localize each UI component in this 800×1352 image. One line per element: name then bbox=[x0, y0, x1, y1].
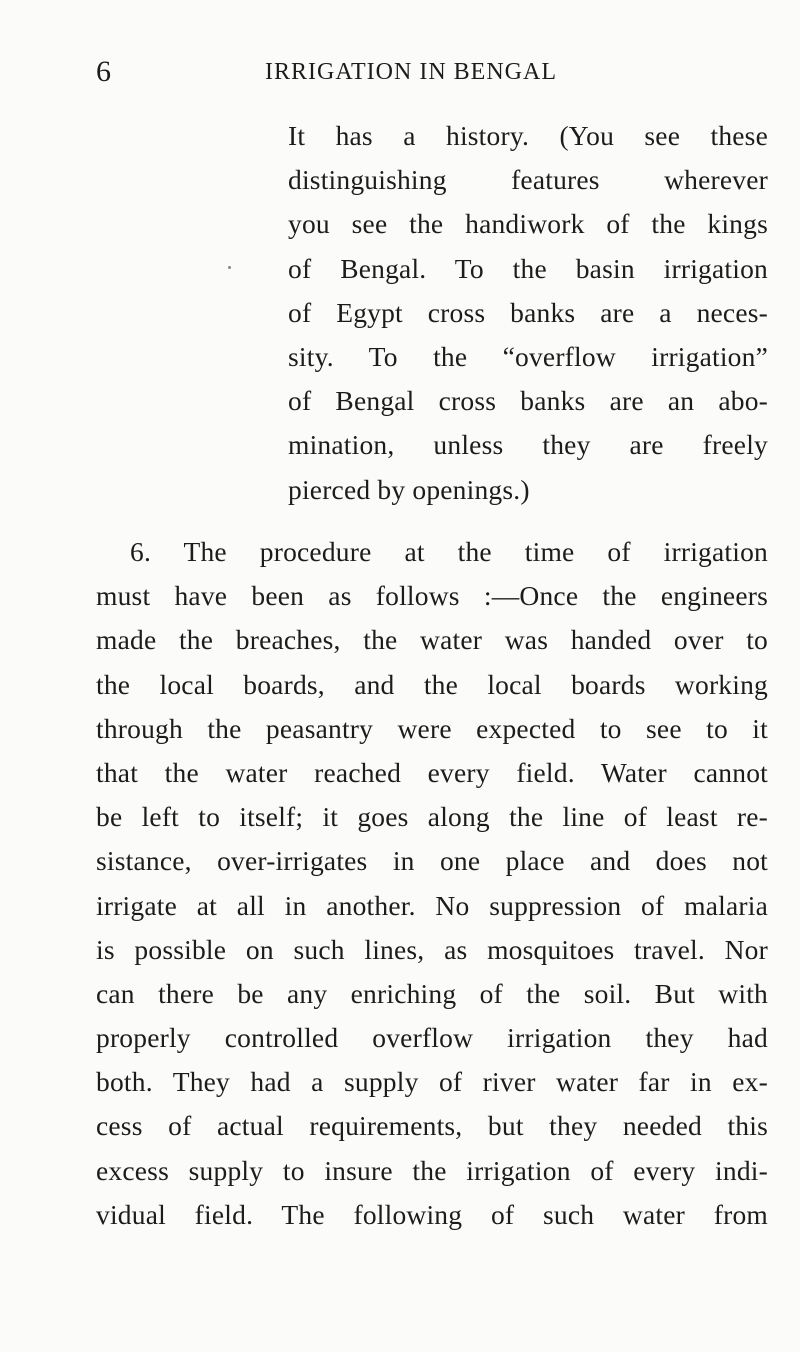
text-line: that the water reached every field. Water cannot bbox=[96, 756, 768, 788]
page-header bbox=[96, 52, 726, 92]
text-line: through the peasantry were expected to see to it bbox=[96, 712, 768, 744]
text-line: vidual field. The following of such water from bbox=[96, 1198, 768, 1230]
text-line: can there be any enriching of the soil. But with bbox=[96, 977, 768, 1009]
text-line: be left to itself; it goes along the line of least re- bbox=[96, 801, 768, 833]
text-line: of Egypt cross banks are a neces- bbox=[288, 296, 768, 328]
text-line: properly controlled overflow irrigation they had bbox=[96, 1022, 768, 1054]
print-speck bbox=[228, 266, 231, 269]
paragraph-procedure bbox=[96, 530, 768, 1237]
paragraph-history bbox=[288, 114, 768, 512]
text-line: is possible on such lines, as mosquitoes travel. Nor bbox=[96, 933, 768, 965]
text-line: sistance, over-irrigates in one place and does not bbox=[96, 845, 768, 877]
text-line: the local boards, and the local boards working bbox=[96, 668, 768, 700]
text-line: 6. The procedure at the time of irrigation bbox=[130, 536, 768, 567]
text-line: mination, unless they are freely bbox=[288, 429, 768, 461]
running-head: IRRIGATION IN BENGAL bbox=[265, 59, 557, 85]
text-line: must have been as follows :—Once the engineers bbox=[96, 580, 768, 612]
text-line: of Bengal cross banks are an abo- bbox=[288, 385, 768, 417]
text-line: made the breaches, the water was handed over to bbox=[96, 624, 768, 656]
page-number: 6 bbox=[96, 55, 111, 88]
text-line: cess of actual requirements, but they needed this bbox=[96, 1110, 768, 1142]
text-line: of Bengal. To the basin irrigation bbox=[288, 252, 768, 284]
text-line: pierced by openings.) bbox=[288, 473, 530, 505]
text-line: you see the handiwork of the kings bbox=[288, 208, 768, 240]
text-line: It has a history. (You see these bbox=[288, 120, 768, 151]
text-line: distinguishing features wherever bbox=[288, 164, 768, 196]
text-line: both. They had a supply of river water far in ex- bbox=[96, 1066, 768, 1098]
text-line: sity. To the “overflow irrigation” bbox=[288, 340, 768, 372]
text-line: excess supply to insure the irrigation of every indi- bbox=[96, 1154, 768, 1186]
text-line: irrigate at all in another. No suppression of malaria bbox=[96, 889, 768, 921]
